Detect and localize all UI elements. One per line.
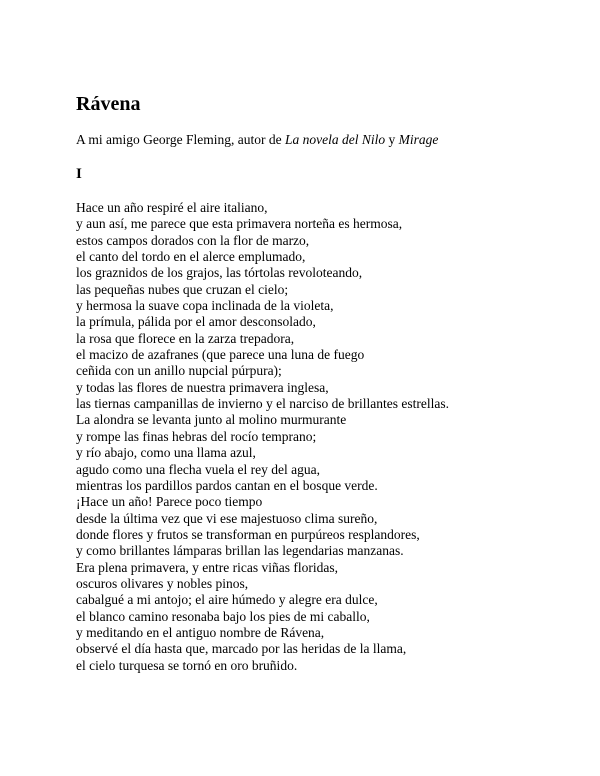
poem-line: Era plena primavera, y entre ricas viñas floridas,: [76, 559, 339, 575]
poem-line: y aun así, me parece que esta primavera norteña es hermosa,: [76, 216, 403, 232]
dedication-prefix: A mi amigo George Fleming, autor de: [76, 132, 285, 147]
poem-line: las pequeñas nubes que cruzan el cielo;: [76, 281, 289, 297]
poem-line: desde la última vez que vi ese majestuoso clima sureño,: [76, 510, 378, 526]
poem-line: oscuros olivares y nobles pinos,: [76, 575, 249, 591]
poem-line: estos campos dorados con la flor de marzo,: [76, 232, 310, 248]
dedication-work-mirage: Mirage: [398, 132, 439, 147]
poem-line: la prímula, pálida por el amor desconsolado,: [76, 314, 316, 330]
poem-line: los graznidos de los grajos, las tórtolas revoloteando,: [76, 265, 363, 281]
poem-line: cabalgué a mi antojo; el aire húmedo y alegre era dulce,: [76, 592, 378, 608]
poem-line: y hermosa la suave copa inclinada de la violeta,: [76, 298, 334, 314]
poem-line: el canto del tordo en el alerce emplumado,: [76, 249, 306, 265]
poem-line: y como brillantes lámparas brillan las legendarias manzanas.: [76, 543, 404, 559]
poem-line: ¡Hace un año! Parece poco tiempo: [76, 494, 263, 510]
dedication-work-nile: La novela del Nilo: [284, 132, 386, 147]
poem-line: el cielo turquesa se tornó en oro bruñido.: [76, 657, 298, 673]
dedication-connector: y: [385, 132, 399, 147]
poem-line: mientras los pardillos pardos cantan en el bosque verde.: [76, 477, 378, 493]
poem-line: y meditando en el antiguo nombre de Rávena,: [76, 624, 325, 640]
dedication: [76, 131, 438, 149]
poem-line: la rosa que florece en la zarza trepadora,: [76, 330, 295, 346]
page-title: Rávena: [76, 93, 141, 115]
poem-line: donde flores y frutos se transforman en purpúreos resplandores,: [76, 526, 420, 542]
poem-line: observé el día hasta que, marcado por las heridas de la llama,: [76, 641, 407, 657]
poem-line: y río abajo, como una llama azul,: [76, 445, 256, 461]
poem-stanza: [76, 200, 449, 674]
poem-line: Hace un año respiré el aire italiano,: [76, 200, 268, 215]
section-heading: I: [76, 166, 82, 182]
poem-line: las tiernas campanillas de invierno y el narciso de brillantes estrellas.: [76, 396, 449, 412]
poem-line: agudo como una flecha vuela el rey del agua,: [76, 461, 321, 477]
poem-line: y rompe las finas hebras del rocío temprano;: [76, 428, 317, 444]
poem-line: el blanco camino resonaba bajo los pies de mi caballo,: [76, 608, 370, 624]
poem-line: el macizo de azafranes (que parece una luna de fuego: [76, 347, 365, 363]
poem-line: ceñida con un anillo nupcial púrpura);: [76, 363, 282, 379]
poem-line: y todas las flores de nuestra primavera inglesa,: [76, 379, 329, 395]
poem-line: La alondra se levanta junto al molino murmurante: [76, 412, 347, 428]
